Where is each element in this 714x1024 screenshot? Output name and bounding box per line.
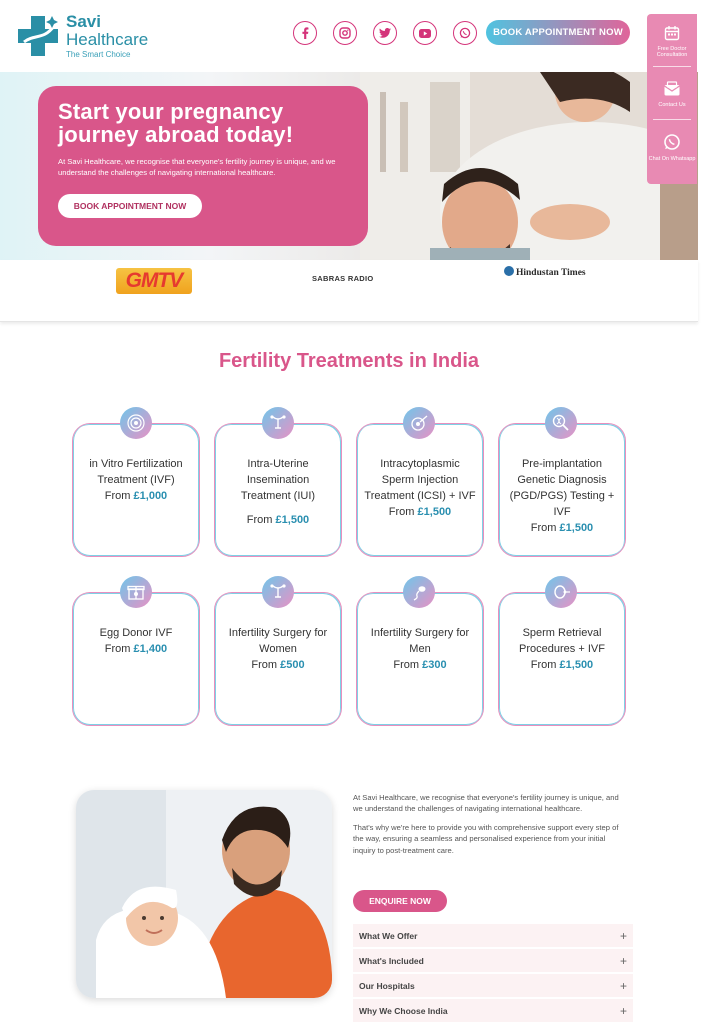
logo[interactable] [14, 12, 148, 60]
gift-box-icon [120, 576, 152, 608]
chat-whatsapp-label: Chat On Whatsapp [648, 155, 696, 162]
treatment-price: £1,500 [559, 522, 594, 534]
treatment-price: £1,400 [133, 643, 168, 655]
hero-card [38, 86, 368, 246]
quick-actions-sidebar [647, 14, 697, 184]
accordion-whats-included[interactable] [353, 949, 633, 973]
treatment-name: Infertility Surgery for Women [228, 627, 328, 655]
egg-injection-icon [403, 407, 435, 439]
free-consultation-label: Free Doctor Consultation [656, 45, 688, 58]
uterus-icon [262, 576, 294, 608]
plus-icon: + [619, 1003, 627, 1018]
hindustan-times-name: Hindustan Times [516, 268, 586, 278]
treatment-price: £1,500 [559, 659, 594, 671]
whatsapp-icon[interactable] [453, 21, 477, 45]
from-label: From [104, 643, 131, 655]
book-appointment-button[interactable]: BOOK APPOINTMENT NOW [486, 20, 630, 45]
calendar-icon [664, 25, 680, 41]
gmtv-logo: GMTV [116, 268, 192, 294]
treatment-price: £1,500 [417, 506, 452, 518]
treatment-name: Intra-Uterine Insemination Treatment (IUI) [240, 458, 316, 502]
treatment-card-iui[interactable] [214, 423, 342, 557]
accordion-our-hospitals[interactable] [353, 974, 633, 998]
from-label: From [530, 659, 557, 671]
brand-tagline: The Smart Choice [66, 50, 131, 59]
contact-us-link[interactable] [647, 67, 697, 119]
treatment-price: £1,000 [133, 490, 168, 502]
accordion-label: Why We Choose India [359, 1005, 448, 1016]
treatment-name: Intracytoplasmic Sperm Injection Treatment (ICSI) + IVF [364, 458, 476, 502]
accordion-what-we-offer[interactable] [353, 924, 633, 948]
treatment-card-sperm-retrieval[interactable] [498, 592, 626, 726]
treatment-card-surgery-men[interactable] [356, 592, 484, 726]
treatment-name: Infertility Surgery for Men [370, 627, 470, 655]
brand-name: Savi [66, 12, 101, 31]
treatment-card-surgery-women[interactable] [214, 592, 342, 726]
contact-us-label: Contact Us [658, 101, 686, 108]
plus-icon: + [619, 953, 627, 968]
about-paragraph-1: At Savi Healthcare, we recognise that everyone's fertility journey is unique, and we understand the challenges of navigating international healthcare. [353, 793, 619, 814]
plus-icon: + [619, 978, 627, 993]
facebook-icon[interactable] [293, 21, 317, 45]
about-paragraph-2: That's why we're here to provide you with comprehensive support every step of the way, ensuring a seamless and personalised experience from your initial inquiry to post-treatment care. [353, 822, 619, 855]
free-consultation-link[interactable] [647, 14, 697, 66]
uterus-icon [262, 407, 294, 439]
youtube-icon[interactable] [413, 21, 437, 45]
site-header [0, 0, 698, 72]
hero-text: At Savi Healthcare, we recognise that everyone's fertility journey is unique, and we understand the challenges of navigating international healthcare. [58, 157, 336, 178]
treatment-card-pgd[interactable] [498, 423, 626, 557]
logo-cross-icon [14, 12, 62, 60]
social-links [293, 21, 477, 45]
mail-icon [663, 81, 681, 97]
treatment-card-ivf[interactable] [72, 423, 200, 557]
hero-title: Start your pregnancy journey abroad today! [58, 99, 294, 148]
treatment-name: Pre-implantation Genetic Diagnosis (PGD/PGS) Testing + IVF [509, 458, 615, 518]
from-label: From [393, 659, 420, 671]
twitter-icon[interactable] [373, 21, 397, 45]
treatment-card-icsi[interactable] [356, 423, 484, 557]
treatment-price: £300 [422, 659, 447, 671]
instagram-icon[interactable] [333, 21, 357, 45]
treatment-card-egg-donor[interactable] [72, 592, 200, 726]
from-label: From [251, 659, 278, 671]
enquire-now-button[interactable]: ENQUIRE NOW [353, 890, 447, 912]
from-label: From [246, 514, 273, 526]
whatsapp-icon [663, 133, 681, 151]
accordion-label: What We Offer [359, 930, 418, 941]
treatment-price: £1,500 [275, 514, 310, 526]
accordion-label: What's Included [359, 955, 424, 966]
chat-whatsapp-link[interactable] [647, 120, 697, 172]
accordion-label: Our Hospitals [359, 980, 415, 991]
press-bar [0, 260, 698, 322]
treatment-name: in Vitro Fertilization Treatment (IVF) [89, 458, 183, 486]
treatment-name: Egg Donor IVF [99, 627, 173, 639]
hero-book-appointment-button[interactable]: BOOK APPOINTMENT NOW [58, 194, 202, 218]
treatment-price: £500 [280, 659, 305, 671]
accordion-why-india[interactable] [353, 999, 633, 1023]
sabras-radio-logo: SABRAS RADIO [312, 274, 374, 283]
from-label: From [388, 506, 415, 518]
from-label: From [530, 522, 557, 534]
father-baby-photo [76, 790, 332, 998]
treatments-title: Fertility Treatments in India [218, 350, 480, 372]
sperm-icon [403, 576, 435, 608]
magnifier-dna-icon [545, 407, 577, 439]
from-label: From [104, 490, 131, 502]
hindustan-times-logo [504, 266, 586, 278]
egg-cell-icon [545, 576, 577, 608]
target-icon [120, 407, 152, 439]
brand-name-2: Healthcare [66, 30, 149, 49]
treatment-name: Sperm Retrieval Procedures + IVF [519, 627, 605, 655]
plus-icon: + [619, 928, 627, 943]
about-text [353, 792, 629, 863]
